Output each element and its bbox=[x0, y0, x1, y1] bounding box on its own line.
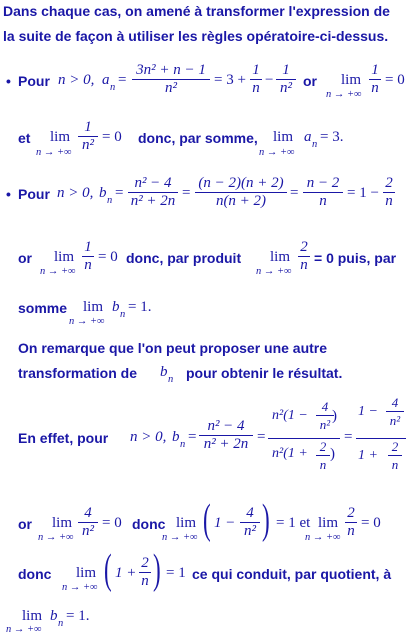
eq-three-end: = 3. bbox=[320, 129, 344, 145]
somme-label: somme bbox=[18, 300, 68, 316]
a-symbol-2: a bbox=[304, 129, 312, 145]
a-subscript: n bbox=[110, 82, 116, 93]
puis-par: = 0 puis, par bbox=[314, 250, 397, 266]
eq-one-minus: = 1 − bbox=[347, 185, 379, 201]
or-b: or bbox=[18, 250, 32, 266]
fraction-c6: $\frac{2}{n}$ bbox=[345, 505, 357, 540]
fraction-b2: $\frac{(n - 2)(n + 2)}{n(n + 2)}$ bbox=[195, 175, 287, 210]
fraction-a4: $\frac{1}{n}$ bbox=[369, 62, 381, 97]
remark-line-2b: pour obtenir le résultat. bbox=[186, 365, 343, 381]
donc-c1: donc bbox=[132, 516, 166, 532]
fraction-a3: $\frac{1}{\text{n²}}$ bbox=[276, 62, 296, 97]
pour-label-b: Pour bbox=[18, 186, 50, 202]
lim-a1-sub: n → +∞ bbox=[326, 89, 362, 100]
eq-sign-b3: = bbox=[290, 185, 299, 201]
donc-c2: donc bbox=[18, 566, 52, 582]
document-page: Dans chaque cas, on amené à transformer l'expression de la suite de façon à utiliser les règles opératoire-ci-dessus. • Pour n > 0, a n = $\frac{\text{3n² + n − 1}}{\text{n²}}$ = 3 + $\frac{1}{n}$ − $\frac{1}{\text{n²}}$ or lim n → +∞ $\frac{1}{n}$ = 0 et lim n → +∞ $\frac{1}{\text{n²}}$ = 0 donc, par somme, lim n → +∞ a n = 3. • Pour n > 0, b n = $\frac{\text{n² − 4}}{\text{n² + 2n}}$ = $\frac{(n - 2)(n + 2)}{n(n + 2)}$ = $\frac{n - 2}{n}$ = 1 − $\frac{2}{n}$ or lim n → +∞ $\frac{1}{n}$ = 0 donc, par produit lim n → +∞ $\frac{2}{n}$ = 0 puis, par somme lim n → +∞ b n = 1. On remarque que l'on peut proposer une autre transformation de b n pour obtenir le résultat. En effet, pour n > 0, b n = $\frac{\text{n² − 4}}{\text{n² + 2n}}$ = n²(1 − $\frac{4}{\text{n²}}$ ) n²(1 + $\frac{2}{n}$ ) = 1 − $\frac{4}{\text{n²}}$ 1 + $\frac{2}{n}$ or lim n → +∞ $\frac{4}{\text{n²}}$ = 0 donc lim n → +∞ ( 1 − $\frac{4}{\text{n²}}$ ) = 1 et lim n → +∞ $\frac{2}{n}$ = 0 donc lim n → +∞ ( 1 + $\frac{2}{n}$ ) = 1 ce qui conduit, par quotient, à lim n → +∞ b n = 1. bbox=[0, 0, 415, 640]
nested-fraction-c3: 1 − $\frac{4}{\text{n²}}$ 1 + $\frac{2}{n}$ bbox=[356, 394, 408, 474]
donc-somme: donc, par somme, bbox=[138, 130, 258, 146]
lim-a3-sub: n → +∞ bbox=[259, 147, 295, 158]
fraction-c4: $\frac{4}{\text{n²}}$ bbox=[78, 505, 98, 540]
fraction-c7: $\frac{2}{n}$ bbox=[139, 555, 151, 590]
eq-sign-c2: = bbox=[257, 429, 266, 445]
or-a: or bbox=[303, 73, 317, 89]
or-c: or bbox=[18, 516, 32, 532]
fraction-c5: $\frac{4}{\text{n²}}$ bbox=[240, 505, 260, 540]
fraction-a1 bbox=[132, 62, 210, 97]
et-a: et bbox=[18, 130, 31, 146]
fraction-b4: $\frac{2}{n}$ bbox=[383, 175, 395, 210]
donc-produit: donc, par produit bbox=[126, 250, 242, 266]
fraction-b1: $\frac{\text{n² − 4}}{\text{n² + 2n}}$ bbox=[128, 175, 178, 210]
intro-line-1: Dans chaque cas, on amené à transformer l'expression de bbox=[3, 3, 390, 19]
eq-zero-a2: = 0 bbox=[102, 129, 122, 145]
fraction-b3: $\frac{n - 2}{n}$ bbox=[303, 175, 343, 210]
fraction-a1-den: n² bbox=[165, 80, 177, 96]
nested-fraction-c2: n²(1 − $\frac{4}{\text{n²}}$ ) n²(1 + $\frac{2}{n}$ ) bbox=[268, 402, 338, 474]
remark-line-2a: transformation de bbox=[18, 365, 138, 381]
remark-line-1: On remarque que l'on peut proposer une autre bbox=[18, 340, 328, 356]
intro-line-2: la suite de façon à utiliser les règles opératoire-ci-dessus. bbox=[3, 28, 389, 44]
pour-label-a: Pour bbox=[18, 73, 50, 89]
lim-a3: lim bbox=[273, 129, 294, 145]
fraction-a5: $\frac{1}{\text{n²}}$ bbox=[78, 119, 98, 154]
eq-sign-c3: = bbox=[344, 429, 353, 445]
eq-sign-b2: = bbox=[182, 185, 191, 201]
eq-one-c: = 1 bbox=[166, 565, 186, 581]
b-symbol: b bbox=[99, 185, 107, 201]
fraction-c1: $\frac{\text{n² − 4}}{\text{n² + 2n}}$ bbox=[199, 418, 253, 453]
fraction-b6: $\frac{2}{n}$ bbox=[298, 239, 310, 274]
a-symbol: a bbox=[102, 72, 110, 88]
eq-sign-b1: = bbox=[115, 185, 124, 201]
ce-qui: ce qui conduit, par quotient, à bbox=[192, 566, 392, 582]
fraction-a2: $\frac{1}{n}$ bbox=[250, 62, 262, 97]
lim-a2: lim bbox=[50, 129, 71, 145]
eq-sign-c1: = bbox=[188, 429, 197, 445]
cond-a: n > 0, bbox=[58, 72, 95, 88]
bullet-b: • bbox=[6, 186, 11, 202]
eq-zero-a1: = 0 bbox=[385, 72, 405, 88]
lim-a2-sub: n → +∞ bbox=[36, 147, 72, 158]
minus-a: − bbox=[265, 72, 274, 88]
en-effet: En effet, pour bbox=[18, 430, 109, 446]
lim-a1: lim bbox=[341, 72, 362, 88]
bullet-a: • bbox=[6, 73, 11, 89]
eq-sign: = bbox=[118, 72, 127, 88]
fraction-b5: $\frac{1}{n}$ bbox=[82, 239, 94, 274]
fraction-a1-num: 3n² + n − 1 bbox=[132, 62, 210, 80]
eq-three: = 3 + bbox=[214, 72, 246, 88]
